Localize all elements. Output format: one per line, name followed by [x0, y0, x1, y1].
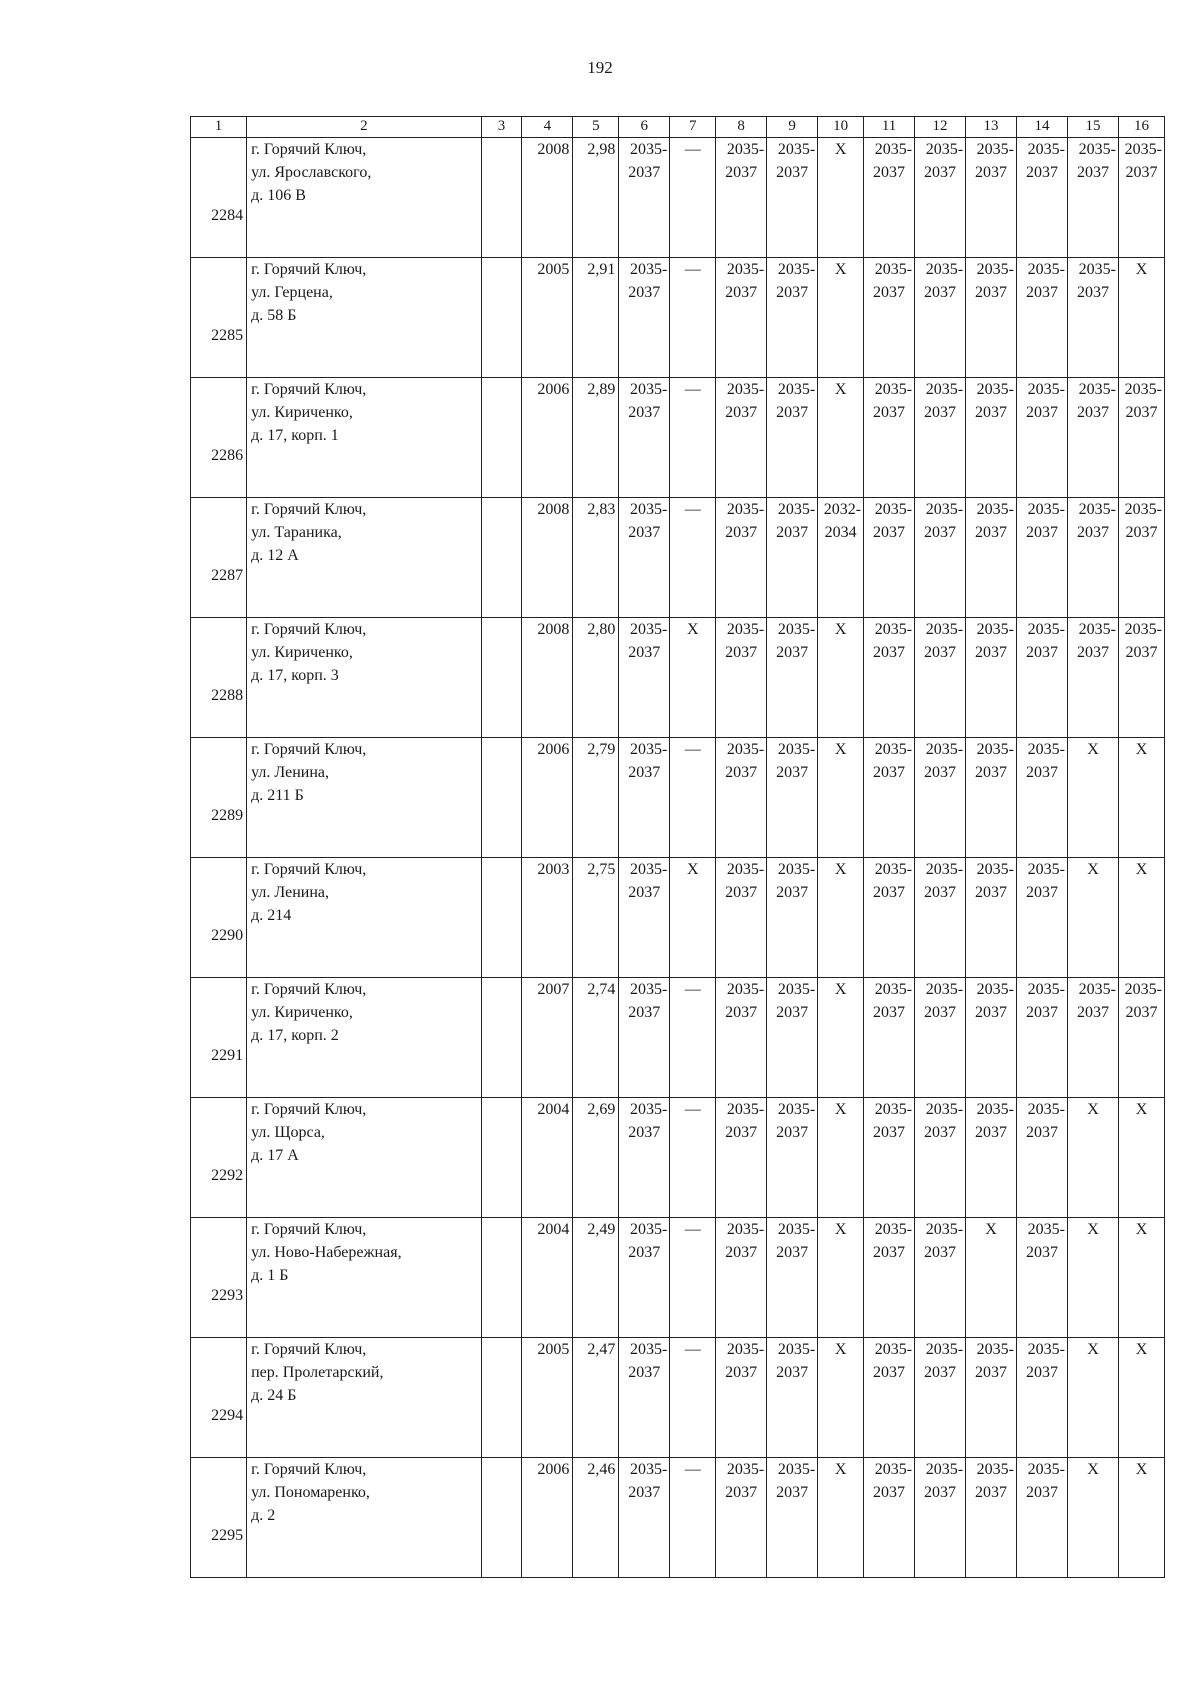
col-15-cell: Х	[1067, 1458, 1118, 1578]
address-line: г. Горячий Ключ,	[251, 141, 367, 158]
col-9-cell: 2035- 2037	[767, 1218, 818, 1338]
column-header: 5	[573, 117, 619, 138]
address-line: ул. Герцена,	[251, 284, 333, 301]
col-3-cell	[481, 1458, 522, 1578]
col-7-cell: Х	[670, 858, 716, 978]
col-14-cell: 2035- 2037	[1017, 978, 1068, 1098]
address-line: ул. Кириченко,	[251, 1004, 353, 1021]
col-14-cell: 2035- 2037	[1017, 1098, 1068, 1218]
col-7-cell: —	[670, 738, 716, 858]
table-row	[191, 138, 1165, 258]
row-number: 2285	[191, 258, 247, 378]
table-row	[191, 618, 1165, 738]
address-line: г. Горячий Ключ,	[251, 1221, 367, 1238]
year-built-cell: 2006	[522, 738, 573, 858]
page-number: 192	[587, 58, 613, 77]
address-cell	[247, 1338, 482, 1458]
table-row	[191, 858, 1165, 978]
col-3-cell	[481, 378, 522, 498]
address-line: д. 17, корп. 3	[251, 667, 339, 684]
row-number: 2289	[191, 738, 247, 858]
col-13-cell: 2035- 2037	[966, 498, 1017, 618]
address-line: д. 2	[251, 1507, 276, 1524]
col-8-cell: 2035- 2037	[716, 858, 767, 978]
col-11-cell: 2035- 2037	[864, 618, 915, 738]
col-9-cell: 2035- 2037	[767, 1338, 818, 1458]
col-3-cell	[481, 738, 522, 858]
column-header: 6	[619, 117, 670, 138]
col-10-cell: Х	[818, 858, 864, 978]
address-line: ул. Ленина,	[251, 764, 330, 781]
col-11-cell: 2035- 2037	[864, 978, 915, 1098]
col-8-cell: 2035- 2037	[716, 1098, 767, 1218]
address-cell	[247, 378, 482, 498]
col-13-cell: 2035- 2037	[966, 978, 1017, 1098]
col-11-cell: 2035- 2037	[864, 498, 915, 618]
col-6-cell: 2035- 2037	[619, 138, 670, 258]
row-number: 2284	[191, 138, 247, 258]
col-15-cell: Х	[1067, 1338, 1118, 1458]
col-7-cell: —	[670, 378, 716, 498]
address-line: ул. Щорса,	[251, 1124, 325, 1141]
col-15-cell: Х	[1067, 858, 1118, 978]
col-10-cell: Х	[818, 978, 864, 1098]
col-6-cell: 2035- 2037	[619, 1458, 670, 1578]
address-cell	[247, 618, 482, 738]
col-12-cell: 2035- 2037	[915, 1458, 966, 1578]
col-6-cell: 2035- 2037	[619, 738, 670, 858]
col-8-cell: 2035- 2037	[716, 258, 767, 378]
col-8-cell: 2035- 2037	[716, 738, 767, 858]
col-16-cell: Х	[1118, 1458, 1164, 1578]
value-cell: 2,79	[573, 738, 619, 858]
col-15-cell: Х	[1067, 738, 1118, 858]
year-built-cell: 2004	[522, 1218, 573, 1338]
col-15-cell: Х	[1067, 1218, 1118, 1338]
col-3-cell	[481, 1338, 522, 1458]
address-line: г. Горячий Ключ,	[251, 261, 367, 278]
col-14-cell: 2035- 2037	[1017, 378, 1068, 498]
col-9-cell: 2035- 2037	[767, 858, 818, 978]
col-11-cell: 2035- 2037	[864, 258, 915, 378]
col-10-cell: Х	[818, 258, 864, 378]
col-12-cell: 2035- 2037	[915, 258, 966, 378]
address-line: г. Горячий Ключ,	[251, 741, 367, 758]
col-13-cell: 2035- 2037	[966, 1458, 1017, 1578]
value-cell: 2,74	[573, 978, 619, 1098]
column-header: 8	[716, 117, 767, 138]
col-12-cell: 2035- 2037	[915, 138, 966, 258]
col-6-cell: 2035- 2037	[619, 978, 670, 1098]
col-7-cell: —	[670, 138, 716, 258]
col-8-cell: 2035- 2037	[716, 1218, 767, 1338]
column-header: 11	[864, 117, 915, 138]
address-line: д. 214	[251, 907, 292, 924]
address-line: г. Горячий Ключ,	[251, 1101, 367, 1118]
col-13-cell: Х	[966, 1218, 1017, 1338]
address-line: д. 1 Б	[251, 1267, 289, 1284]
column-header: 7	[670, 117, 716, 138]
value-cell: 2,98	[573, 138, 619, 258]
address-cell	[247, 1098, 482, 1218]
address-line: г. Горячий Ключ,	[251, 501, 367, 518]
col-12-cell: 2035- 2037	[915, 1218, 966, 1338]
table-body	[191, 138, 1165, 1578]
col-12-cell: 2035- 2037	[915, 858, 966, 978]
value-cell: 2,80	[573, 618, 619, 738]
col-12-cell: 2035- 2037	[915, 1098, 966, 1218]
col-3-cell	[481, 1218, 522, 1338]
col-14-cell: 2035- 2037	[1017, 498, 1068, 618]
col-7-cell: —	[670, 1098, 716, 1218]
table-row	[191, 1218, 1165, 1338]
col-8-cell: 2035- 2037	[716, 378, 767, 498]
col-12-cell: 2035- 2037	[915, 1338, 966, 1458]
col-7-cell: —	[670, 258, 716, 378]
col-7-cell: Х	[670, 618, 716, 738]
col-16-cell: Х	[1118, 1338, 1164, 1458]
col-11-cell: 2035- 2037	[864, 858, 915, 978]
col-9-cell: 2035- 2037	[767, 138, 818, 258]
col-13-cell: 2035- 2037	[966, 618, 1017, 738]
col-16-cell: 2035- 2037	[1118, 378, 1164, 498]
col-15-cell: 2035- 2037	[1067, 258, 1118, 378]
address-line: пер. Пролетарский,	[251, 1364, 384, 1381]
value-cell: 2,91	[573, 258, 619, 378]
col-13-cell: 2035- 2037	[966, 1098, 1017, 1218]
row-number: 2287	[191, 498, 247, 618]
column-header: 10	[818, 117, 864, 138]
col-14-cell: 2035- 2037	[1017, 138, 1068, 258]
address-line: д. 17 А	[251, 1147, 299, 1164]
column-header: 13	[966, 117, 1017, 138]
address-line: д. 106 В	[251, 187, 306, 204]
address-line: д. 211 Б	[251, 787, 304, 804]
year-built-cell: 2008	[522, 498, 573, 618]
col-6-cell: 2035- 2037	[619, 618, 670, 738]
col-10-cell: Х	[818, 1218, 864, 1338]
col-14-cell: 2035- 2037	[1017, 1218, 1068, 1338]
col-8-cell: 2035- 2037	[716, 138, 767, 258]
col-16-cell: Х	[1118, 1218, 1164, 1338]
col-6-cell: 2035- 2037	[619, 378, 670, 498]
col-13-cell: 2035- 2037	[966, 738, 1017, 858]
col-12-cell: 2035- 2037	[915, 498, 966, 618]
address-line: г. Горячий Ключ,	[251, 381, 367, 398]
col-15-cell: 2035- 2037	[1067, 378, 1118, 498]
column-header: 9	[767, 117, 818, 138]
row-number: 2294	[191, 1338, 247, 1458]
row-number: 2290	[191, 858, 247, 978]
address-line: ул. Пономаренко,	[251, 1484, 370, 1501]
col-8-cell: 2035- 2037	[716, 618, 767, 738]
row-number: 2293	[191, 1218, 247, 1338]
col-9-cell: 2035- 2037	[767, 378, 818, 498]
address-line: ул. Кириченко,	[251, 404, 353, 421]
year-built-cell: 2006	[522, 378, 573, 498]
address-line: д. 12 А	[251, 547, 299, 564]
col-9-cell: 2035- 2037	[767, 978, 818, 1098]
col-6-cell: 2035- 2037	[619, 858, 670, 978]
address-line: ул. Тараника,	[251, 524, 342, 541]
address-line: д. 17, корп. 2	[251, 1027, 339, 1044]
column-header: 16	[1118, 117, 1164, 138]
year-built-cell: 2005	[522, 1338, 573, 1458]
col-13-cell: 2035- 2037	[966, 138, 1017, 258]
col-10-cell: Х	[818, 378, 864, 498]
col-3-cell	[481, 858, 522, 978]
column-header: 1	[191, 117, 247, 138]
col-12-cell: 2035- 2037	[915, 738, 966, 858]
column-header: 15	[1067, 117, 1118, 138]
col-11-cell: 2035- 2037	[864, 738, 915, 858]
col-16-cell: Х	[1118, 738, 1164, 858]
col-3-cell	[481, 618, 522, 738]
col-15-cell: Х	[1067, 1098, 1118, 1218]
value-cell: 2,47	[573, 1338, 619, 1458]
col-12-cell: 2035- 2037	[915, 978, 966, 1098]
address-line: д. 24 Б	[251, 1387, 297, 1404]
table-row	[191, 498, 1165, 618]
col-3-cell	[481, 978, 522, 1098]
col-14-cell: 2035- 2037	[1017, 1338, 1068, 1458]
column-header: 2	[247, 117, 482, 138]
col-9-cell: 2035- 2037	[767, 498, 818, 618]
col-10-cell: Х	[818, 1338, 864, 1458]
table-row	[191, 738, 1165, 858]
col-14-cell: 2035- 2037	[1017, 618, 1068, 738]
col-8-cell: 2035- 2037	[716, 978, 767, 1098]
address-line: ул. Ново-Набережная,	[251, 1244, 402, 1261]
col-16-cell: Х	[1118, 1098, 1164, 1218]
col-7-cell: —	[670, 1218, 716, 1338]
value-cell: 2,49	[573, 1218, 619, 1338]
table-row	[191, 1338, 1165, 1458]
col-9-cell: 2035- 2037	[767, 258, 818, 378]
col-6-cell: 2035- 2037	[619, 258, 670, 378]
col-9-cell: 2035- 2037	[767, 738, 818, 858]
table-row	[191, 378, 1165, 498]
col-12-cell: 2035- 2037	[915, 378, 966, 498]
year-built-cell: 2008	[522, 618, 573, 738]
row-number: 2292	[191, 1098, 247, 1218]
col-9-cell: 2035- 2037	[767, 618, 818, 738]
col-7-cell: —	[670, 1458, 716, 1578]
col-10-cell: Х	[818, 738, 864, 858]
col-6-cell: 2035- 2037	[619, 1218, 670, 1338]
col-10-cell: Х	[818, 1098, 864, 1218]
col-8-cell: 2035- 2037	[716, 1458, 767, 1578]
value-cell: 2,69	[573, 1098, 619, 1218]
year-built-cell: 2007	[522, 978, 573, 1098]
col-16-cell: Х	[1118, 258, 1164, 378]
address-cell	[247, 738, 482, 858]
col-16-cell: 2035- 2037	[1118, 978, 1164, 1098]
col-9-cell: 2035- 2037	[767, 1458, 818, 1578]
column-header: 3	[481, 117, 522, 138]
table-row	[191, 258, 1165, 378]
address-cell	[247, 858, 482, 978]
col-11-cell: 2035- 2037	[864, 1458, 915, 1578]
col-6-cell: 2035- 2037	[619, 1098, 670, 1218]
col-16-cell: 2035- 2037	[1118, 138, 1164, 258]
col-13-cell: 2035- 2037	[966, 378, 1017, 498]
col-12-cell: 2035- 2037	[915, 618, 966, 738]
year-built-cell: 2006	[522, 1458, 573, 1578]
col-11-cell: 2035- 2037	[864, 1218, 915, 1338]
address-cell	[247, 978, 482, 1098]
col-15-cell: 2035- 2037	[1067, 618, 1118, 738]
col-3-cell	[481, 258, 522, 378]
col-8-cell: 2035- 2037	[716, 1338, 767, 1458]
address-line: д. 58 Б	[251, 307, 297, 324]
col-7-cell: —	[670, 1338, 716, 1458]
row-number: 2288	[191, 618, 247, 738]
table-row	[191, 978, 1165, 1098]
col-10-cell: 2032- 2034	[818, 498, 864, 618]
col-13-cell: 2035- 2037	[966, 1338, 1017, 1458]
col-6-cell: 2035- 2037	[619, 498, 670, 618]
year-built-cell: 2003	[522, 858, 573, 978]
column-number-row	[191, 117, 1165, 138]
address-line: г. Горячий Ключ,	[251, 1341, 367, 1358]
col-13-cell: 2035- 2037	[966, 258, 1017, 378]
col-11-cell: 2035- 2037	[864, 378, 915, 498]
address-cell	[247, 1458, 482, 1578]
row-number: 2295	[191, 1458, 247, 1578]
col-14-cell: 2035- 2037	[1017, 1458, 1068, 1578]
col-8-cell: 2035- 2037	[716, 498, 767, 618]
address-line: ул. Ярославского,	[251, 164, 372, 181]
row-number: 2286	[191, 378, 247, 498]
col-3-cell	[481, 1098, 522, 1218]
address-line: г. Горячий Ключ,	[251, 1461, 367, 1478]
col-3-cell	[481, 498, 522, 618]
address-line: г. Горячий Ключ,	[251, 861, 367, 878]
col-13-cell: 2035- 2037	[966, 858, 1017, 978]
year-built-cell: 2004	[522, 1098, 573, 1218]
col-10-cell: Х	[818, 618, 864, 738]
value-cell: 2,75	[573, 858, 619, 978]
col-16-cell: 2035- 2037	[1118, 498, 1164, 618]
address-line: г. Горячий Ключ,	[251, 981, 367, 998]
col-7-cell: —	[670, 978, 716, 1098]
register-table	[190, 116, 1165, 1578]
table-row	[191, 1098, 1165, 1218]
column-header: 12	[915, 117, 966, 138]
col-15-cell: 2035- 2037	[1067, 138, 1118, 258]
col-9-cell: 2035- 2037	[767, 1098, 818, 1218]
col-14-cell: 2035- 2037	[1017, 258, 1068, 378]
address-line: ул. Ленина,	[251, 884, 330, 901]
col-14-cell: 2035- 2037	[1017, 738, 1068, 858]
col-3-cell	[481, 138, 522, 258]
year-built-cell: 2005	[522, 258, 573, 378]
col-10-cell: Х	[818, 138, 864, 258]
row-number: 2291	[191, 978, 247, 1098]
col-10-cell: Х	[818, 1458, 864, 1578]
address-cell	[247, 258, 482, 378]
col-7-cell: —	[670, 498, 716, 618]
address-cell	[247, 1218, 482, 1338]
col-16-cell: 2035- 2037	[1118, 618, 1164, 738]
col-11-cell: 2035- 2037	[864, 1338, 915, 1458]
column-header: 4	[522, 117, 573, 138]
col-15-cell: 2035- 2037	[1067, 498, 1118, 618]
col-11-cell: 2035- 2037	[864, 1098, 915, 1218]
address-line: г. Горячий Ключ,	[251, 621, 367, 638]
column-header: 14	[1017, 117, 1068, 138]
col-15-cell: 2035- 2037	[1067, 978, 1118, 1098]
col-16-cell: Х	[1118, 858, 1164, 978]
col-6-cell: 2035- 2037	[619, 1338, 670, 1458]
col-11-cell: 2035- 2037	[864, 138, 915, 258]
value-cell: 2,89	[573, 378, 619, 498]
year-built-cell: 2008	[522, 138, 573, 258]
value-cell: 2,83	[573, 498, 619, 618]
value-cell: 2,46	[573, 1458, 619, 1578]
address-cell	[247, 498, 482, 618]
col-14-cell: 2035- 2037	[1017, 858, 1068, 978]
table-row	[191, 1458, 1165, 1578]
address-cell	[247, 138, 482, 258]
address-line: д. 17, корп. 1	[251, 427, 339, 444]
address-line: ул. Кириченко,	[251, 644, 353, 661]
